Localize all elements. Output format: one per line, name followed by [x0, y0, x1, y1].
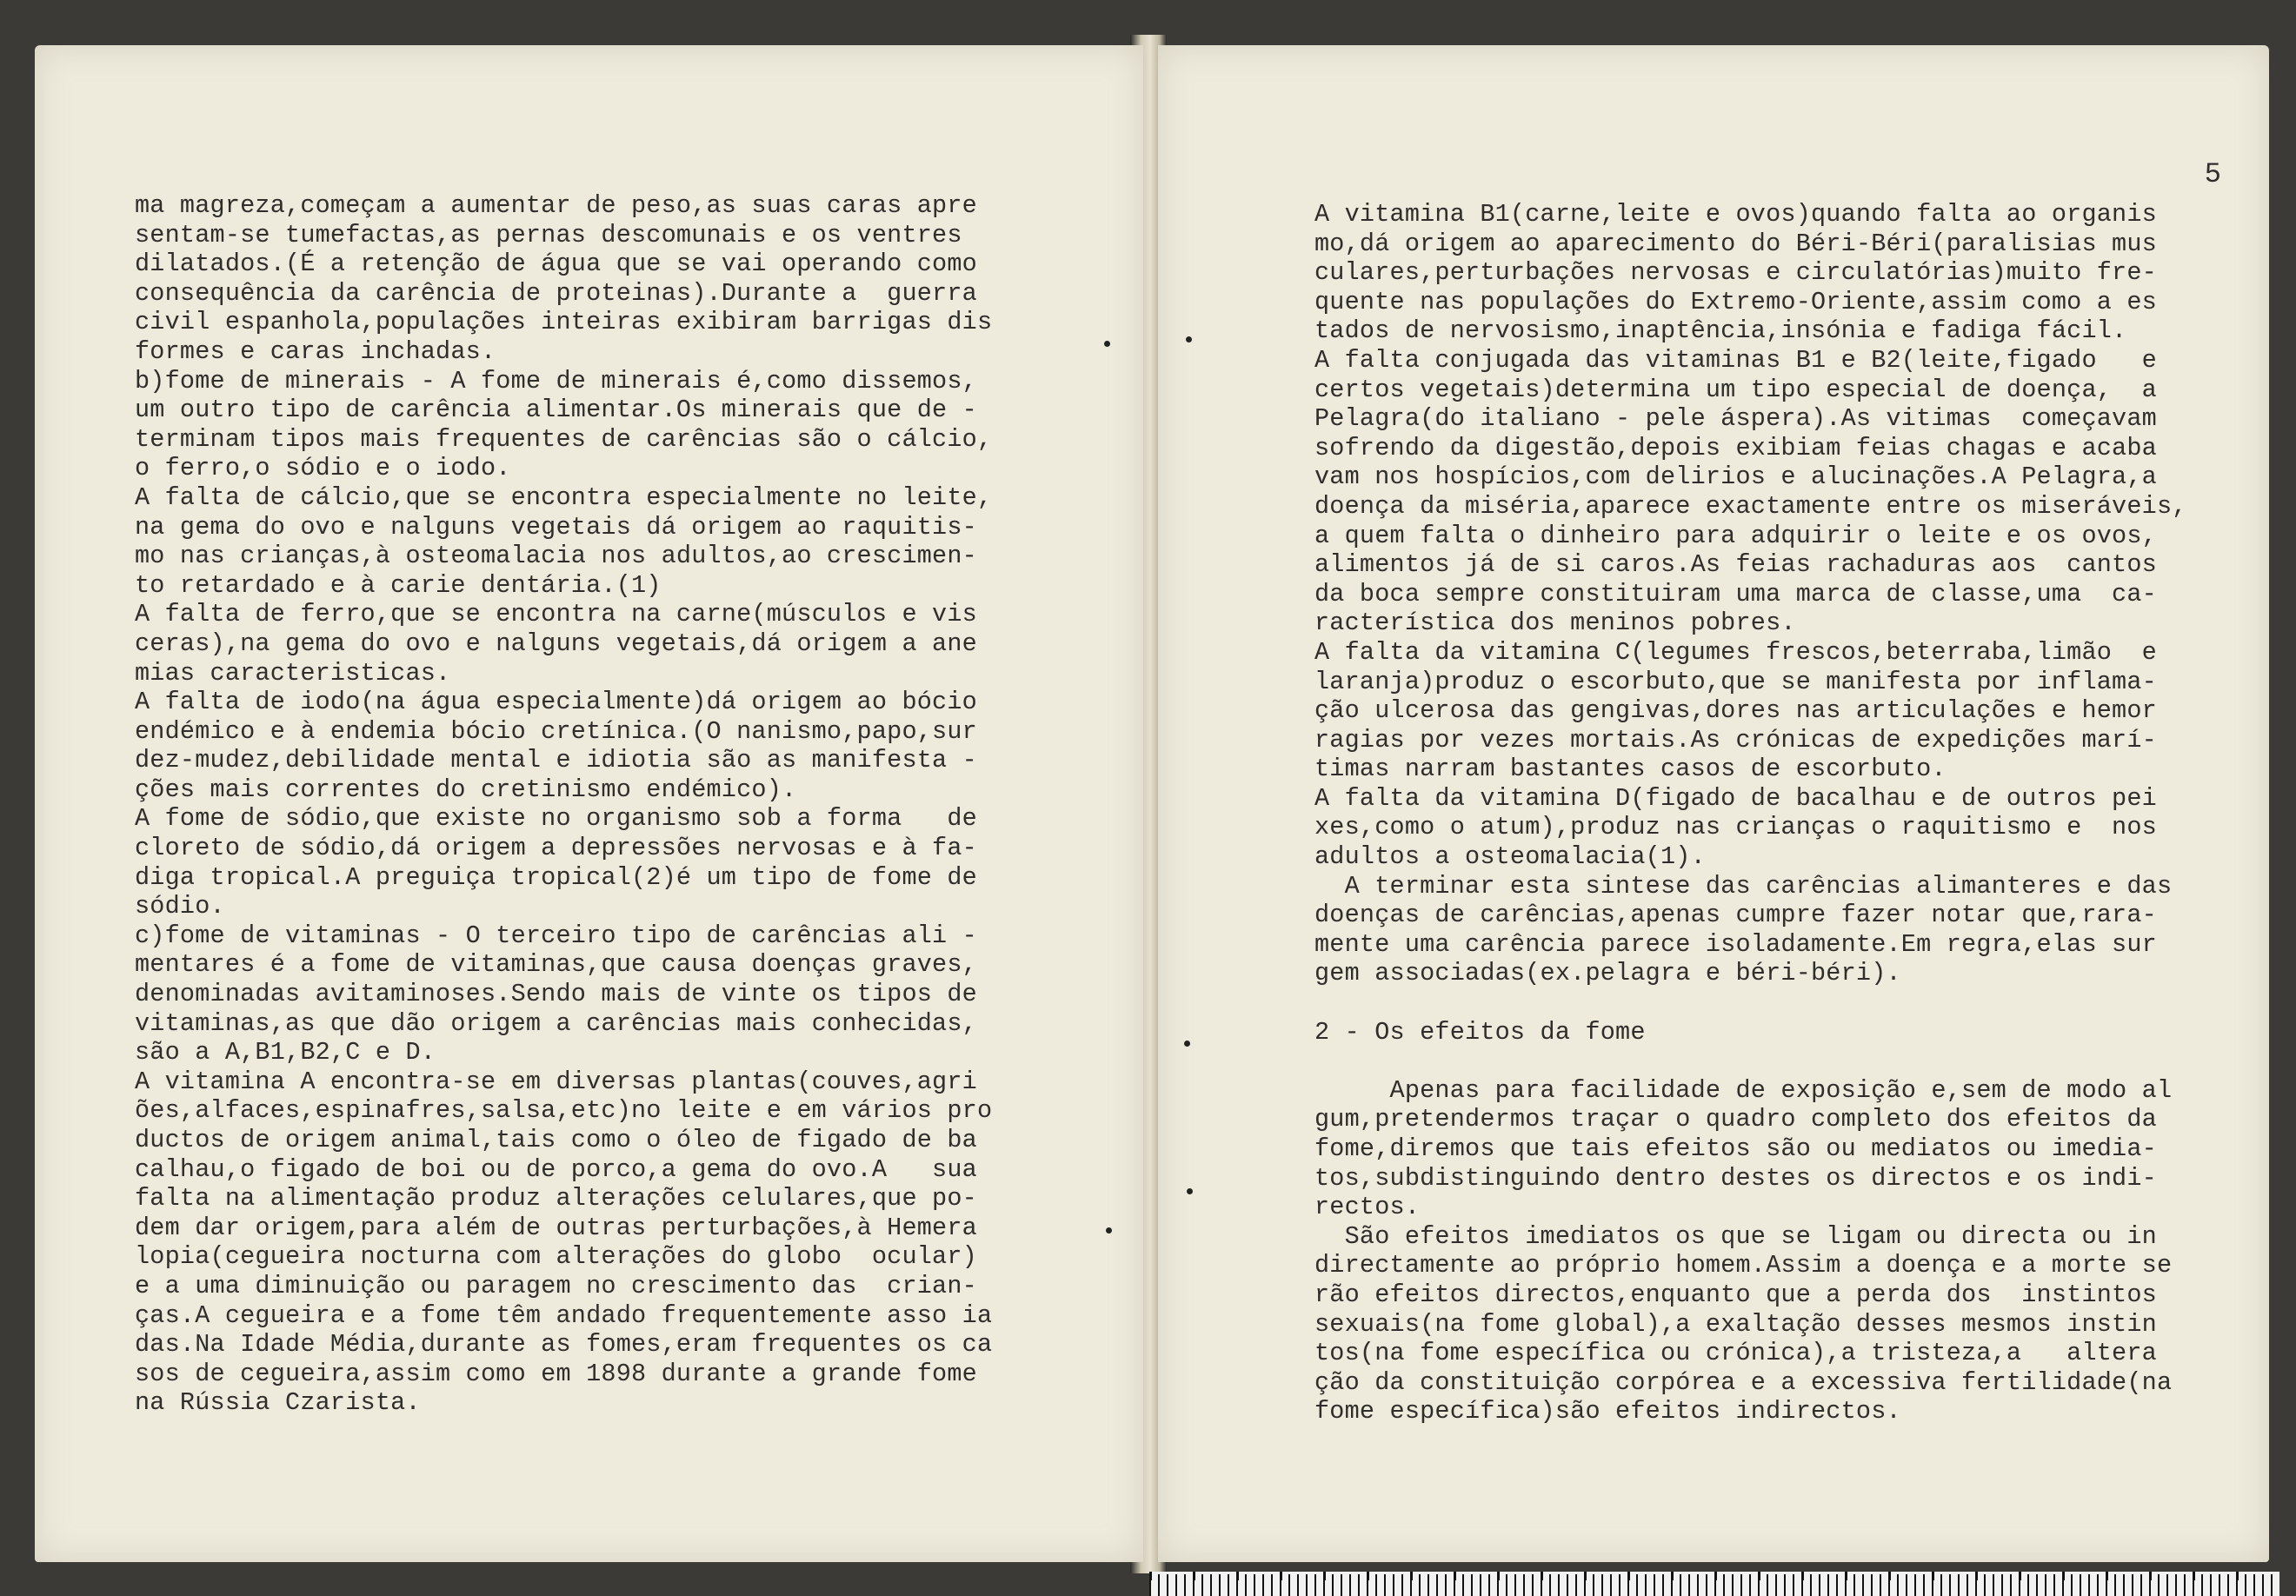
- text-line: diga tropical.A preguiça tropical(2)é um tipo de fome de: [135, 862, 977, 892]
- text-line: calhau,o figado de boi ou de porco,a gema do ovo.A sua: [135, 1154, 977, 1184]
- text-line: cloreto de sódio,dá origem a depressões nervosas e à fa-: [135, 834, 977, 863]
- text-line: endémico e à endemia bócio cretínica.(O nanismo,papo,sur: [135, 716, 977, 746]
- text-line: mias caracteristicas.: [135, 658, 451, 688]
- text-line: e a uma diminuição ou paragem no crescimento das crian-: [135, 1271, 977, 1300]
- text-line: gem associadas(ex.pelagra e béri-béri).: [1314, 959, 1901, 988]
- text-line: A falta de ferro,que se encontra na carne(músculos e vis: [135, 600, 977, 629]
- text-line: xes,como o atum),produz nas crianças o raquitismo e nos: [1314, 813, 2157, 842]
- text-line: timas narram bastantes casos de escorbuto.: [1314, 755, 1947, 784]
- text-line: da boca sempre constituiram uma marca de classe,uma ca-: [1314, 579, 2157, 608]
- text-line: sexuais(na fome global),a exaltação desses mesmos instin: [1314, 1309, 2157, 1339]
- binding-hole-mark: [1186, 336, 1192, 342]
- text-line: Pelagra(do italiano - pele áspera).As vitimas começavam: [1314, 404, 2157, 434]
- text-line: [1314, 1047, 2187, 1076]
- text-line: doença da miséria,aparece exactamente entre os miseráveis,: [1314, 491, 2187, 521]
- text-line: laranja)produz o escorbuto,que se manifesta por inflama-: [1314, 667, 2157, 696]
- text-line: A falta da vitamina C(legumes frescos,beterraba,limão e: [1314, 637, 2157, 667]
- text-line: vitaminas,as que dão origem a carências mais conhecidas,: [135, 1008, 977, 1038]
- text-line: directamente ao próprio homem.Assim a doença e a morte se: [1314, 1251, 2173, 1280]
- text-line: tos(na fome específica ou crónica),a tristeza,a altera: [1314, 1339, 2157, 1368]
- text-line: ceras),na gema do ovo e nalguns vegetais,dá origem a ane: [135, 628, 977, 658]
- scale-ruler-major-ticks: [1149, 1572, 2279, 1580]
- text-line: ção ulcerosa das gengivas,dores nas articulações e hemor: [1314, 696, 2157, 726]
- text-line: A vitamina B1(carne,leite e ovos)quando falta ao organis: [1314, 200, 2157, 229]
- left-page-text: [135, 191, 992, 1418]
- text-line: 2 - Os efeitos da fome: [1314, 1017, 1646, 1047]
- text-line: A falta da vitamina D(figado de bacalhau e de outros pei: [1314, 783, 2157, 813]
- text-line: fome,diremos que tais efeitos são ou mediatos ou imedia-: [1314, 1134, 2157, 1163]
- text-line: ção da constituição corpórea e a excessiva fertilidade(na: [1314, 1367, 2173, 1397]
- binding-hole-mark: [1187, 1188, 1193, 1194]
- binding-hole-mark: [1104, 341, 1110, 347]
- left-page: [35, 45, 1143, 1562]
- text-line: adultos a osteomalacia(1).: [1314, 842, 1706, 872]
- text-line: A terminar esta sintese das carências alimanteres e das: [1314, 871, 2173, 901]
- binding-hole-mark: [1184, 1041, 1190, 1047]
- text-line: formes e caras inchadas.: [135, 336, 496, 366]
- text-line: A fome de sódio,que existe no organismo sob a forma de: [135, 804, 977, 834]
- text-line: mente uma carência parece isoladamente.Em regra,elas sur: [1314, 929, 2157, 959]
- text-line: são a A,B1,B2,C e D.: [135, 1038, 436, 1067]
- text-line: Apenas para facilidade de exposição e,sem de modo al: [1314, 1075, 2173, 1105]
- text-line: civil espanhola,populações inteiras exibiram barrigas dis: [135, 308, 993, 337]
- binding-hole-mark: [1106, 1227, 1112, 1234]
- text-line: mo,dá origem ao aparecimento do Béri-Béri(paralisias mus: [1314, 229, 2157, 258]
- text-line: doenças de carências,apenas cumpre fazer notar que,rara-: [1314, 901, 2157, 930]
- text-line: gum,pretendermos traçar o quadro completo dos efeitos da: [1314, 1105, 2157, 1134]
- text-line: sódio.: [135, 892, 225, 921]
- text-line: sofrendo da digestão,depois exibiam feias chagas e acaba: [1314, 433, 2157, 462]
- text-line: rectos.: [1314, 1193, 1421, 1222]
- text-line: das.Na Idade Média,durante as fomes,eram frequentes os ca: [135, 1330, 993, 1360]
- text-line: A falta conjugada das vitaminas B1 e B2(leite,figado e: [1314, 345, 2157, 375]
- text-line: a quem falta o dinheiro para adquirir o leite e os ovos,: [1314, 521, 2157, 550]
- text-line: A falta de iodo(na água especialmente)dá origem ao bócio: [135, 688, 977, 717]
- text-line: sentam-se tumefactas,as pernas descomunais e os ventres: [135, 220, 962, 249]
- text-line: São efeitos imediatos os que se ligam ou directa ou in: [1314, 1221, 2157, 1251]
- text-line: certos vegetais)determina um tipo especial de doença, a: [1314, 375, 2157, 404]
- text-line: terminam tipos mais frequentes de carências são o cálcio,: [135, 424, 993, 454]
- text-line: falta na alimentação produz alterações celulares,que po-: [135, 1184, 977, 1214]
- text-line: ductos de origem animal,tais como o óleo de figado de ba: [135, 1126, 977, 1154]
- text-line: c)fome de vitaminas - O terceiro tipo de carências ali -: [135, 921, 977, 950]
- text-line: mo nas crianças,à osteomalacia nos adultos,ao crescimen-: [135, 542, 977, 571]
- text-line: alimentos já de si caros.As feias rachaduras aos cantos: [1314, 550, 2157, 580]
- text-line: na Rússia Czarista.: [135, 1388, 421, 1418]
- text-line: A falta de cálcio,que se encontra especialmente no leite,: [135, 482, 993, 512]
- text-line: o ferro,o sódio e o iodo.: [135, 454, 511, 483]
- text-line: ças.A cegueira e a fome têm andado frequentemente asso ia: [135, 1300, 993, 1330]
- text-line: racterística dos meninos pobres.: [1314, 608, 1796, 638]
- right-page: [1158, 45, 2269, 1562]
- text-line: dilatados.(É a retenção de água que se vai operando como: [135, 249, 977, 279]
- text-line: sos de cegueira,assim como em 1898 durante a grande fome: [135, 1359, 977, 1388]
- text-line: culares,perturbações nervosas e circulatórias)muito fre-: [1314, 258, 2157, 288]
- text-line: um outro tipo de carência alimentar.Os minerais que de -: [135, 396, 977, 425]
- text-line: tos,subdistinguindo dentro destes os directos e os indi-: [1314, 1163, 2157, 1193]
- text-line: rão efeitos directos,enquanto que a perda dos instintos: [1314, 1280, 2157, 1309]
- text-line: b)fome de minerais - A fome de minerais é,como dissemos,: [135, 366, 977, 396]
- text-line: ções mais correntes do cretinismo endémico).: [135, 775, 797, 804]
- text-line: denominadas avitaminoses.Sendo mais de vinte os tipos de: [135, 980, 977, 1009]
- text-line: [1314, 988, 2187, 1018]
- text-line: A vitamina A encontra-se em diversas plantas(couves,agri: [135, 1067, 977, 1096]
- text-line: ões,alfaces,espinafres,salsa,etc)no leite e em vários pro: [135, 1096, 993, 1126]
- text-line: mentares é a fome de vitaminas,que causa doenças graves,: [135, 950, 977, 980]
- text-line: dem dar origem,para além de outras perturbações,à Hemera: [135, 1213, 977, 1242]
- text-line: lopia(cegueira nocturna com alterações do globo ocular): [135, 1242, 977, 1272]
- right-page-text: [1314, 200, 2187, 1426]
- text-line: quente nas populações do Extremo-Oriente,assim como a es: [1314, 287, 2157, 316]
- text-line: fome específica)são efeitos indirectos.: [1314, 1397, 1901, 1426]
- text-line: to retardado e à carie dentária.(1): [135, 570, 662, 600]
- text-line: consequência da carência de proteinas).Durante a guerra: [135, 278, 977, 308]
- text-line: vam nos hospícios,com delirios e alucinações.A Pelagra,a: [1314, 462, 2157, 492]
- text-line: tados de nervosismo,inaptência,insónia e fadiga fácil.: [1314, 316, 2127, 346]
- text-line: ragias por vezes mortais.As crónicas de expedições marí-: [1314, 725, 2157, 755]
- text-line: dez-mudez,debilidade mental e idiotia são as manifesta -: [135, 746, 977, 775]
- text-line: ma magreza,começam a aumentar de peso,as suas caras apre: [135, 191, 977, 220]
- page-number: 5: [2204, 158, 2221, 190]
- text-line: na gema do ovo e nalguns vegetais dá origem ao raquitis-: [135, 512, 977, 542]
